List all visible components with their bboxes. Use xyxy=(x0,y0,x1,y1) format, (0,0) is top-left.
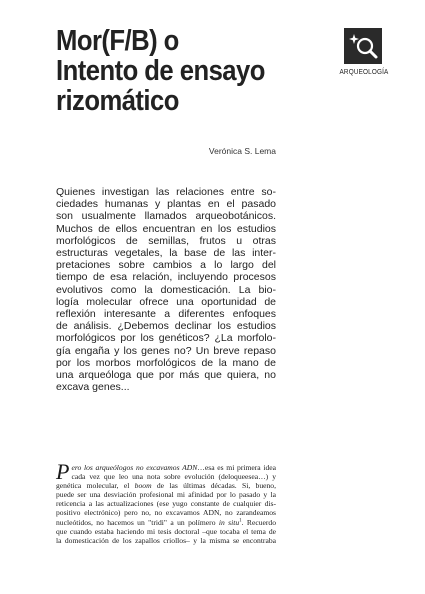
body-line: que cuando estaba haciendo mi tesis doctoral –que tocaba el tema de xyxy=(56,526,276,536)
abstract-line: ciedades humanas y plantas en el pasado xyxy=(56,198,276,211)
abstract-line: por los morbos morfológicos de la mano de xyxy=(56,356,276,369)
abstract-line: tiempo de esa relación, incluyendo procesos xyxy=(56,271,276,284)
drop-cap: P xyxy=(56,459,70,484)
body-line xyxy=(56,481,276,490)
title-line-1: Mor(F/B) o xyxy=(56,25,179,57)
body-line: positivo electrónico) pero no, no excavamos ADN, no zarandeamos xyxy=(56,508,276,518)
abstract-line: de análisis. ¿Debemos declinar los estudios xyxy=(56,320,276,333)
article-title xyxy=(56,26,290,116)
body-text: de las últimas décadas. Si, bueno, xyxy=(156,481,276,491)
article-body xyxy=(56,459,276,545)
body-text: . Recuerdo xyxy=(241,517,276,527)
section-label: ARQUEOLOGÍA xyxy=(339,67,389,76)
abstract-line: morfológicos por los genéticos? ¿La morfolo- xyxy=(56,332,276,345)
abstract-line: evolutivos como la domesticación. La bio- xyxy=(56,283,276,296)
abstract-line: Quienes investigan las relaciones entre so- xyxy=(56,186,276,198)
body-line xyxy=(56,518,276,527)
body-text: …esa es mi primera idea xyxy=(197,463,276,472)
body-line: la domesticación de los zapallos criollos– y la misma se encontraba xyxy=(56,535,276,545)
title-line-2: Intento de ensayo xyxy=(56,55,265,87)
magnifier-star-icon xyxy=(344,28,382,64)
abstract-line: son usualmente llamados arqueobotánicos. xyxy=(56,210,276,223)
abstract-line: Muchos de ellos encuentran en los estudios xyxy=(56,222,276,235)
body-line: puede ser una desviación profesional mi afinidad por lo pasado y la xyxy=(56,490,276,500)
abstract-line: estructuras vegetales, la base de las inter- xyxy=(56,247,276,260)
body-line: reticencia a las actualizaciones (ese yugo constante de cualquier dis- xyxy=(56,499,276,509)
body-italic: in situ xyxy=(218,517,240,527)
footnote-marker: 1 xyxy=(239,518,242,524)
abstract-line: gía engaña y los genes no? Un breve repaso xyxy=(56,344,276,357)
title-line-3: rizomático xyxy=(56,85,179,117)
abstract-line: excava genes... xyxy=(56,381,130,394)
section-badge xyxy=(344,28,382,64)
body-text: genética molecular, el xyxy=(56,481,130,491)
body-italic: boom xyxy=(134,481,152,491)
abstract-line: reflexión interesante a diferentes enfoques xyxy=(56,308,276,321)
body-line: cada vez que leo una nota sobre evolución (deloqueesea…) y xyxy=(71,472,276,482)
abstract-line: morfológicos de semillas, frutos u otras xyxy=(56,234,276,247)
body-line xyxy=(71,463,276,472)
author-name: Verónica S. Lema xyxy=(208,146,276,156)
abstract-line: pretaciones sobre cambios a lo largo del xyxy=(56,259,276,272)
body-italic: ero los arqueólogos no excavamos ADN xyxy=(71,463,198,472)
abstract xyxy=(56,186,276,393)
abstract-line: una arqueóloga que por más que quiera, no xyxy=(56,369,276,382)
abstract-line: logía molecular ofrece una oportunidad de xyxy=(56,295,276,308)
body-text: nucleótidos, no hacemos un "tridi" a un polímero xyxy=(56,517,216,527)
